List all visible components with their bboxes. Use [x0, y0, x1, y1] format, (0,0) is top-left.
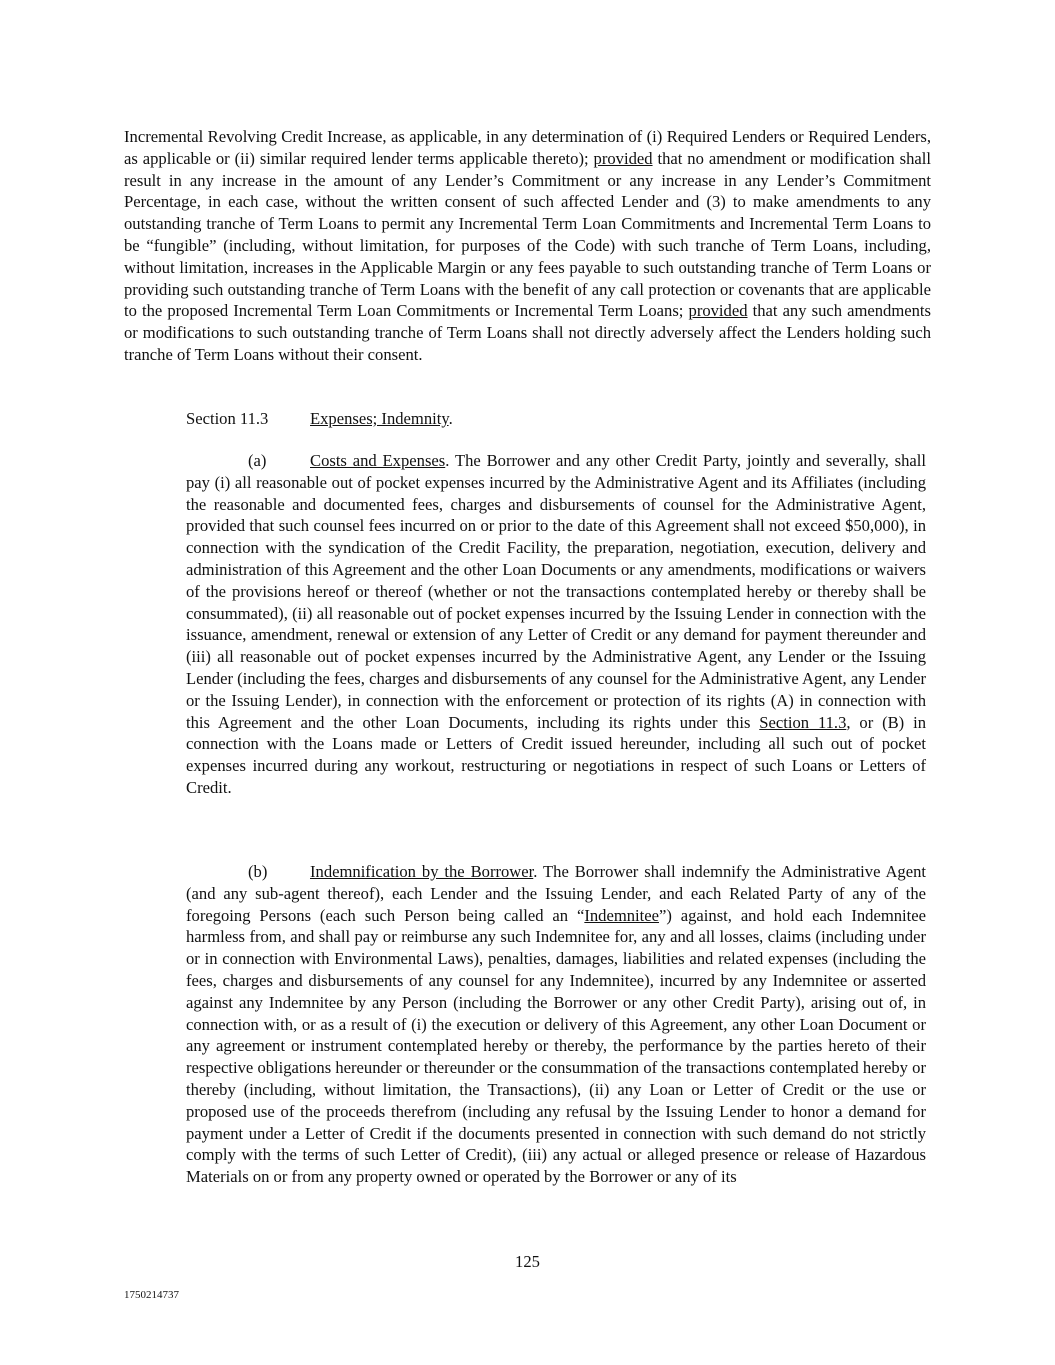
clause-b-body-2: ”) against, and hold each Indemnitee harmless from, and shall pay or reimburse any such Indemnitee for, any and all losses, claims (including under or in connection with Environmental Laws), penalties, damages, liabilities and related expenses (including the fees, charges and disbursements of any counsel for any Indemnitee), incurred by any Indemnitee or asserted against any Indemnitee by any Person (including the Borrower or any other Credit Party), arising out of, in connection with, or as a result of (i) the execution or delivery of this Agreement, any other Loan Document or any agreement or instrument contemplated hereby or thereby, the performance by the parties hereto of their respective obligations hereunder or thereunder or the consummation of the transactions contemplated hereby or thereby (including, without limitation, the Transactions), (ii) any Loan or Letter of Credit or the use or proposed use of the proceeds therefrom (including any refusal by the Issuing Lender to honor a demand for payment under a Letter of Credit if the documents presented in connection with such demand do not strictly comply with the terms of such Letter of Credit), (iii) any actual or alleged presence or release of Hazardous Materials on or from any property owned or operated by the Borrower or any of its [186, 905, 927, 1187]
clause-a-body-2: , or (B) in connection with the Loans made or Letters of Credit issued hereunder, including all such out of pocket expenses incurred during any workout, restructuring or negotiations in respect of such Loans or Letters of Credit. [186, 712, 926, 797]
section-heading [186, 408, 453, 430]
document-id: 1750214737 [124, 1289, 179, 1301]
continuation-text-1: Incremental Revolving Credit Increase, as applicable, in any determination of (i) Required Lenders or Required Lenders, as applicable or (ii) similar required lender terms applicable thereto); [124, 127, 931, 168]
section-title: Expenses; Indemnity [310, 409, 449, 428]
continuation-text-3: that any such amendments or modifications to such outstanding tranche of Term Loans shall not directly adversely affect the Lenders holding such tranche of Term Loans without their consent. [124, 301, 931, 364]
clause-a-paragraph [186, 450, 926, 799]
clause-b-paragraph [186, 861, 926, 1188]
section-number: Section 11.3 [186, 409, 269, 428]
clause-b-heading: Indemnification by the Borrower [310, 862, 534, 881]
clause-a-heading: Costs and Expenses [310, 451, 446, 470]
provided-term-2: provided [688, 301, 748, 321]
section-reference: Section 11.3 [759, 712, 847, 732]
clause-a-body-1: The Borrower and any other Credit Party, jointly and severally, shall pay (i) all reasonable out of pocket expenses incurred by the Administrative Agent and its Affiliates (including the reasonable and documented fees, charges and disbursements of counsel for the Administrative Agent, provided that such counsel fees incurred on or prior to the date of this Agreement shall not exceed $50,000), in connection with the syndication of the Credit Facility, the preparation, negotiation, execution, delivery and administration of this Agreement and the other Loan Documents or any amendments, modifications or waivers of the provisions hereof or thereof (whether or not the transactions contemplated hereby or thereby shall be consummated), (ii) all reasonable out of pocket expenses incurred by the Issuing Lender in connection with the issuance, amendment, renewal or extension of any Letter of Credit or any demand for payment thereunder and (iii) all reasonable out of pocket expenses incurred by the Administrative Agent, any Lender or the Issuing Lender (including the fees, charges and disbursements of any counsel for the Administrative Agent, any Lender or the Issuing Lender), in connection with the enforcement or protection of its rights (A) in connection with this Agreement and the other Loan Documents, including its rights under this [186, 451, 926, 732]
defined-term-indemnitee: Indemnitee [584, 905, 659, 925]
continuation-paragraph [124, 126, 931, 366]
clause-b-body-1: The Borrower shall indemnify the Administrative Agent (and any sub-agent thereof), each Lender and the Issuing Lender, and each Related Party of any of the foregoing Persons (each such Person being called an “ [186, 862, 926, 925]
page-number: 125 [515, 1252, 540, 1271]
section-title-end: . [448, 409, 453, 428]
clause-a-label: (a) [248, 451, 267, 470]
clause-b-heading-end: . [533, 862, 538, 881]
provided-term-1: provided [593, 148, 653, 168]
clause-a-heading-end: . [445, 451, 450, 470]
continuation-text-2: that no amendment or modification shall result in any increase in the amount of any Lender’s Commitment or any increase in any Lender’s Commitment Percentage, in each case, without the written consent of such affected Lender and (3) to make amendments to any outstanding tranche of Term Loans to permit any Incremental Term Loan Commitments and Incremental Term Loans to be “fungible” (including, without limitation, for purposes of the Code) with such tranche of Term Loans, including, without limitation, increases in the Applicable Margin or any fees payable to such outstanding tranche of Term Loans or providing such outstanding tranche of Term Loans with the benefit of any call protection or covenants that are applicable to the proposed Incremental Term Loan Commitments or Incremental Term Loans; [124, 148, 932, 321]
clause-b-label: (b) [248, 862, 268, 881]
